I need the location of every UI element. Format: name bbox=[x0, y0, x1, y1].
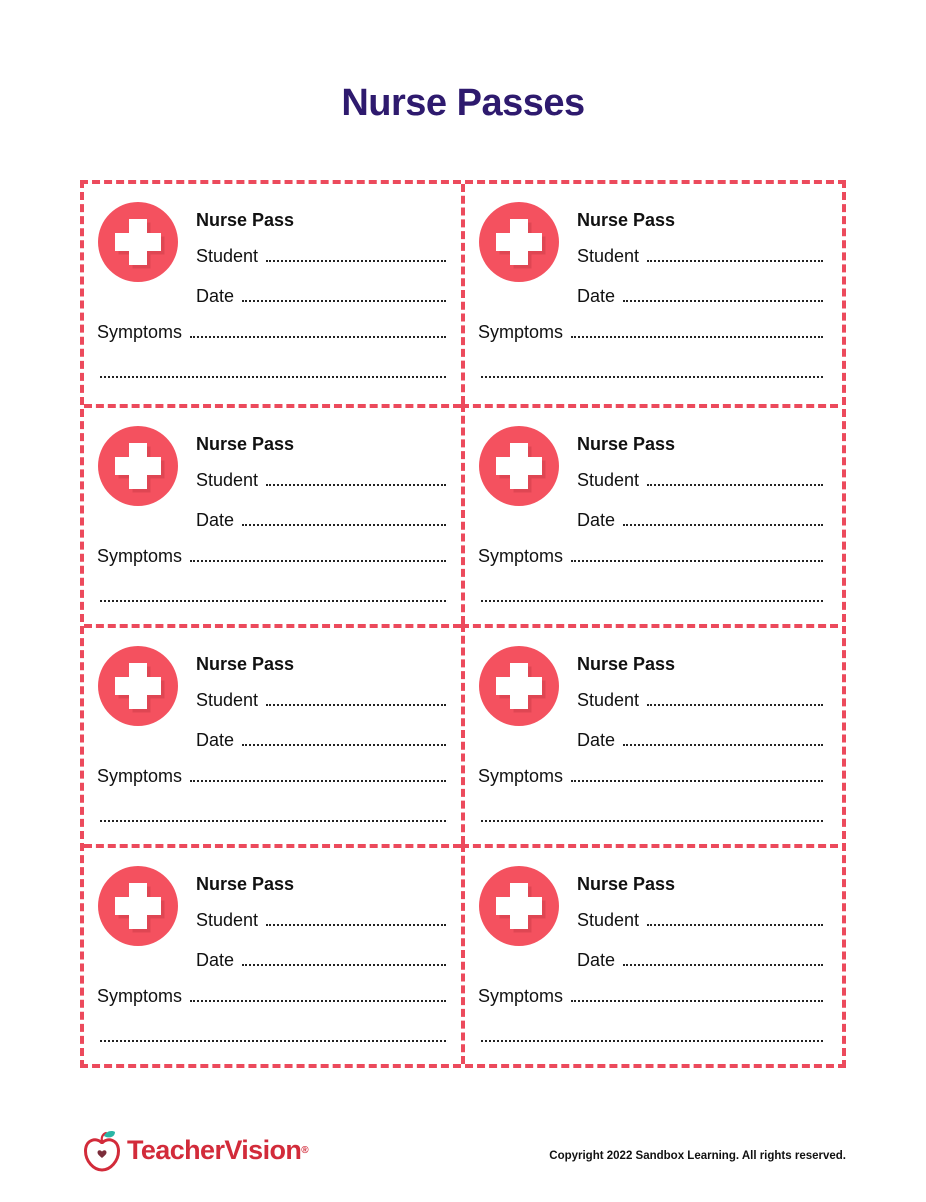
nurse-pass-card bbox=[461, 844, 838, 1064]
date-dotted-line bbox=[242, 964, 446, 966]
page-title: Nurse Passes bbox=[341, 82, 585, 124]
student-label: Student bbox=[196, 910, 259, 930]
student-label: Student bbox=[196, 690, 259, 710]
date-field bbox=[577, 950, 823, 971]
student-label: Student bbox=[577, 246, 640, 266]
symptoms-field bbox=[97, 766, 446, 787]
symptoms-label: Symptoms bbox=[97, 322, 183, 342]
teachervision-logo bbox=[82, 1128, 309, 1172]
nurse-pass-card bbox=[84, 844, 461, 1064]
extra-writing-line bbox=[481, 376, 823, 378]
extra-writing-line bbox=[481, 600, 823, 602]
date-label: Date bbox=[577, 286, 616, 306]
student-dotted-line bbox=[266, 704, 446, 706]
symptoms-label: Symptoms bbox=[478, 546, 564, 566]
student-field bbox=[577, 690, 823, 711]
symptoms-dotted-line bbox=[190, 336, 446, 338]
date-field bbox=[196, 510, 446, 531]
copyright-text: Copyright 2022 Sandbox Learning. All rights reserved. bbox=[549, 1150, 846, 1162]
card-heading: Nurse Pass bbox=[196, 654, 295, 674]
footer bbox=[82, 1128, 846, 1172]
student-label: Student bbox=[577, 690, 640, 710]
apple-logo-icon bbox=[82, 1128, 122, 1172]
card-heading: Nurse Pass bbox=[577, 434, 676, 454]
student-field bbox=[577, 470, 823, 491]
student-dotted-line bbox=[266, 260, 446, 262]
date-label: Date bbox=[196, 730, 235, 750]
date-field bbox=[577, 510, 823, 531]
date-label: Date bbox=[577, 510, 616, 530]
medical-cross-icon bbox=[479, 202, 559, 282]
nurse-pass-card bbox=[84, 404, 461, 624]
symptoms-field bbox=[478, 546, 823, 567]
registered-mark: ® bbox=[301, 1144, 309, 1156]
student-label: Student bbox=[196, 470, 259, 490]
date-field bbox=[577, 730, 823, 751]
student-field bbox=[196, 246, 446, 267]
date-label: Date bbox=[196, 286, 235, 306]
brand-name: TeacherVision bbox=[127, 1134, 302, 1165]
extra-writing-line bbox=[100, 376, 446, 378]
card-heading: Nurse Pass bbox=[577, 210, 676, 230]
student-label: Student bbox=[577, 470, 640, 490]
student-dotted-line bbox=[647, 260, 823, 262]
symptoms-field bbox=[97, 986, 446, 1007]
symptoms-dotted-line bbox=[571, 560, 823, 562]
student-field bbox=[196, 470, 446, 491]
date-label: Date bbox=[196, 950, 235, 970]
symptoms-label: Symptoms bbox=[97, 766, 183, 786]
card-heading: Nurse Pass bbox=[196, 210, 295, 230]
date-label: Date bbox=[196, 510, 235, 530]
nurse-pass-card bbox=[461, 624, 838, 844]
nurse-pass-card bbox=[461, 404, 838, 624]
date-field bbox=[577, 286, 823, 307]
medical-cross-icon bbox=[479, 646, 559, 726]
date-dotted-line bbox=[623, 744, 823, 746]
symptoms-dotted-line bbox=[571, 1000, 823, 1002]
date-label: Date bbox=[577, 950, 616, 970]
medical-cross-icon bbox=[98, 426, 178, 506]
symptoms-dotted-line bbox=[190, 560, 446, 562]
student-dotted-line bbox=[647, 484, 823, 486]
symptoms-field bbox=[478, 766, 823, 787]
symptoms-field bbox=[97, 546, 446, 567]
date-dotted-line bbox=[623, 524, 823, 526]
date-dotted-line bbox=[623, 300, 823, 302]
card-heading: Nurse Pass bbox=[196, 874, 295, 894]
medical-cross-icon bbox=[479, 866, 559, 946]
date-field bbox=[196, 730, 446, 751]
card-heading: Nurse Pass bbox=[196, 434, 295, 454]
symptoms-label: Symptoms bbox=[97, 546, 183, 566]
extra-writing-line bbox=[100, 600, 446, 602]
symptoms-dotted-line bbox=[571, 780, 823, 782]
student-dotted-line bbox=[647, 704, 823, 706]
symptoms-label: Symptoms bbox=[97, 986, 183, 1006]
student-label: Student bbox=[196, 246, 259, 266]
extra-writing-line bbox=[100, 820, 446, 822]
symptoms-dotted-line bbox=[190, 780, 446, 782]
date-dotted-line bbox=[623, 964, 823, 966]
date-label: Date bbox=[577, 730, 616, 750]
symptoms-label: Symptoms bbox=[478, 986, 564, 1006]
date-dotted-line bbox=[242, 300, 446, 302]
date-dotted-line bbox=[242, 524, 446, 526]
nurse-pass-card bbox=[84, 624, 461, 844]
symptoms-dotted-line bbox=[190, 1000, 446, 1002]
medical-cross-icon bbox=[98, 646, 178, 726]
symptoms-field bbox=[478, 322, 823, 343]
student-field bbox=[196, 690, 446, 711]
extra-writing-line bbox=[481, 820, 823, 822]
symptoms-label: Symptoms bbox=[478, 322, 564, 342]
medical-cross-icon bbox=[98, 866, 178, 946]
symptoms-label: Symptoms bbox=[478, 766, 564, 786]
card-heading: Nurse Pass bbox=[577, 654, 676, 674]
student-field bbox=[577, 910, 823, 931]
student-dotted-line bbox=[266, 484, 446, 486]
student-dotted-line bbox=[266, 924, 446, 926]
student-field bbox=[577, 246, 823, 267]
symptoms-field bbox=[97, 322, 446, 343]
student-field bbox=[196, 910, 446, 931]
symptoms-dotted-line bbox=[571, 336, 823, 338]
passes-grid bbox=[80, 180, 846, 1068]
date-field bbox=[196, 286, 446, 307]
date-dotted-line bbox=[242, 744, 446, 746]
card-heading: Nurse Pass bbox=[577, 874, 676, 894]
nurse-pass-card bbox=[84, 184, 461, 404]
student-label: Student bbox=[577, 910, 640, 930]
medical-cross-icon bbox=[479, 426, 559, 506]
extra-writing-line bbox=[100, 1040, 446, 1042]
date-field bbox=[196, 950, 446, 971]
symptoms-field bbox=[478, 986, 823, 1007]
extra-writing-line bbox=[481, 1040, 823, 1042]
medical-cross-icon bbox=[98, 202, 178, 282]
student-dotted-line bbox=[647, 924, 823, 926]
nurse-pass-card bbox=[461, 184, 838, 404]
